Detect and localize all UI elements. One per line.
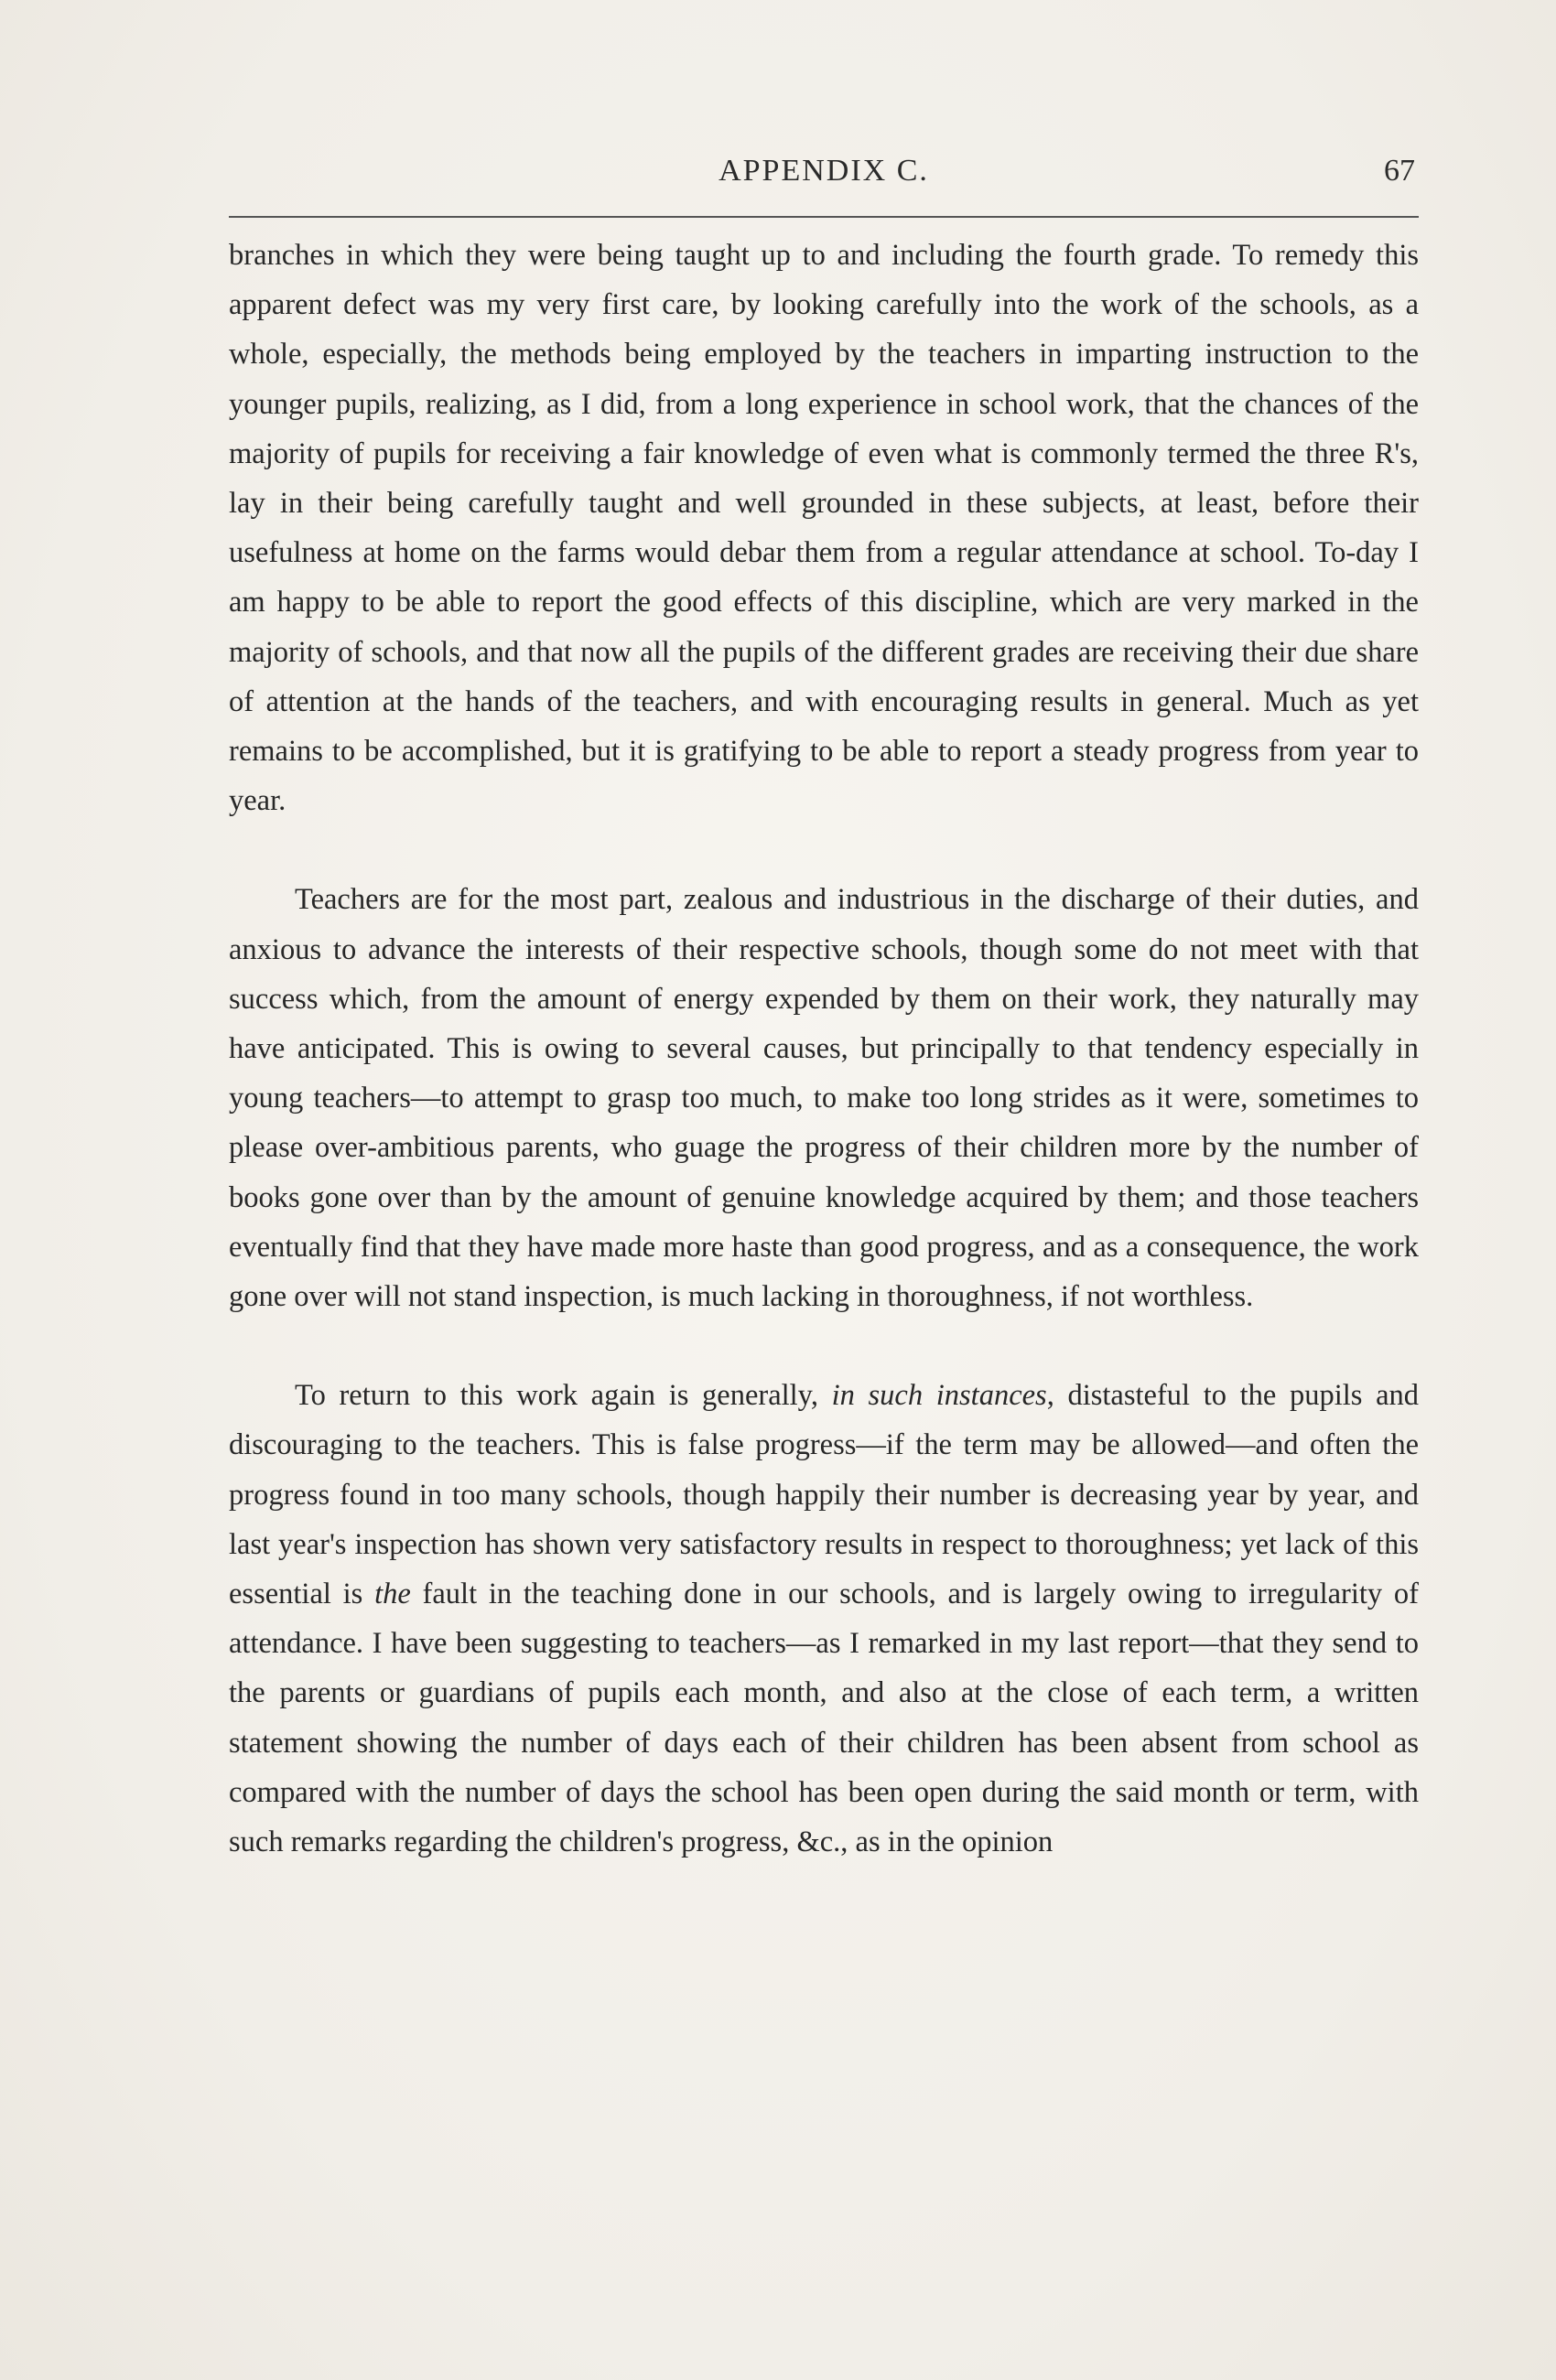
paragraph-3 <box>229 1371 1419 1867</box>
paragraph-3-text-after: fault in the teaching done in our schools, and is largely owing to irregularity of attendance. I have been suggesting to teachers—as I remarked in my last report—that they send to the parents or guardians of pupils each month, and also at the close of each term, a written statement showing the number of days each of their children has been absent from school as compared with the number of days the school has been open during the said month or term, with such remarks regarding the children's progress, &c., as in the opinion <box>229 1578 1419 1859</box>
paragraph-3-italic-phrase: in such instances <box>831 1379 1047 1413</box>
header-rule <box>229 216 1419 218</box>
paragraph-3-text-middle: , distasteful to the pupils and discouraging to the teachers. This is false progress—if the term may be allowed—and often the progress found in too many schools, though happily their number is decreasing year by year, and last year's inspection has shown very satisfactory results in respect to thoroughness; yet lack of this essential is <box>229 1379 1419 1611</box>
page-header <box>229 154 1419 209</box>
paragraph-3-text-before: To return to this work again is generally, <box>295 1379 832 1413</box>
paragraph-1: branches in which they were being taught up to and including the fourth grade. To remedy this apparent defect was my very first care, by looking carefully into the work of the schools, as a whole, especially, the methods being employed by the teachers in imparting instruction to the younger pupils, realizing, as I did, from a long experience in school work, that the chances of the majority of pupils for receiving a fair knowledge of even what is commonly termed the three R's, lay in their being carefully taught and well grounded in these subjects, at least, before their usefulness at home on the farms would debar them from a regular attendance at school. To-day I am happy to be able to report the good effects of this discipline, which are very marked in the majority of schools, and that now all the pupils of the different grades are receiving their due share of attention at the hands of the teachers, and with encouraging results in general. Much as yet remains to be accomplished, but it is gratifying to be able to report a steady progress from year to year. <box>229 239 1419 818</box>
paragraph-2: Teachers are for the most part, zealous and industrious in the discharge of their duties, and anxious to advance the interests of their respective schools, though some do not meet with that success which, from the amount of energy expended by them on their work, they naturally may have anticipated. This is owing to several causes, but principally to that tendency especially in young teachers—to attempt to grasp too much, to make too long strides as it were, sometimes to please over-ambitious parents, who guage the progress of their children more by the number of books gone over than by the amount of genuine knowledge acquired by them; and those teachers eventually find that they have made more haste than good progress, and as a consequence, the work gone over will not stand inspection, is much lacking in thoroughness, if not worthless. <box>229 883 1419 1314</box>
running-head: APPENDIX C. <box>719 154 929 188</box>
body-text <box>229 231 1419 1867</box>
paragraph-3-italic-word: the <box>374 1578 411 1611</box>
page-number: 67 <box>1384 154 1415 188</box>
